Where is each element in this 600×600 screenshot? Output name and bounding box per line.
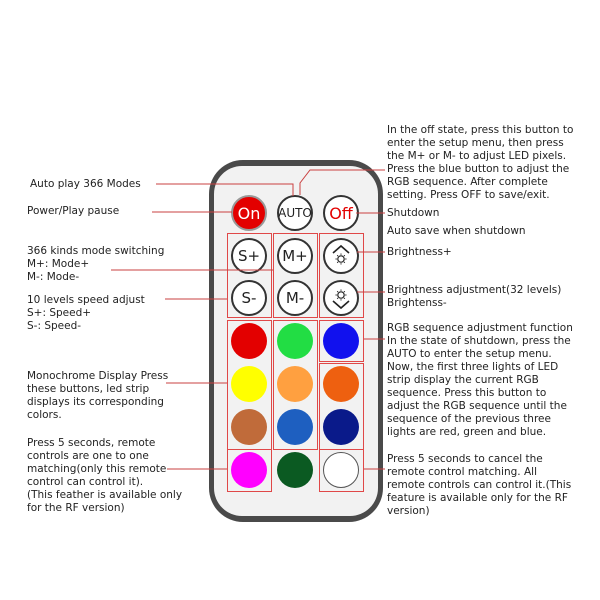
speed-adjust-line: S-: Speed- bbox=[27, 320, 82, 332]
mode-switching-line: M+: Mode+ bbox=[27, 258, 90, 270]
mode-minus-label: M- bbox=[285, 289, 305, 307]
matching-left-line: for the RF version) bbox=[27, 502, 125, 514]
blue-button-box bbox=[319, 320, 364, 362]
rgb-sequence-line: strip display the current RGB bbox=[387, 374, 539, 386]
monochrome-line: displays its corresponding bbox=[27, 396, 164, 408]
brightness-plus-label: Brightness+ bbox=[387, 246, 452, 258]
brightness-adjust-line: Brightenss- bbox=[387, 297, 447, 309]
off-state-line: RGB sequence. After complete bbox=[387, 176, 548, 188]
brightness-adjust-line: Brightness adjustment(32 levels) bbox=[387, 284, 562, 296]
speed-adjust-label bbox=[27, 294, 145, 333]
off-button[interactable] bbox=[323, 195, 359, 231]
speed-adjust-line: S+: Speed+ bbox=[27, 307, 92, 319]
matching-right-line: remote controls can control it.(This bbox=[387, 479, 572, 491]
speed-adjust-line: 10 levels speed adjust bbox=[27, 294, 145, 306]
rgb-sequence-line: Now, the first three lights of LED bbox=[387, 361, 559, 373]
on-button-label: On bbox=[237, 203, 261, 223]
monochrome-box-left bbox=[227, 320, 272, 450]
monochrome-line: these buttons, led strip bbox=[27, 383, 150, 395]
monochrome-line: Monochrome Display Press bbox=[27, 370, 169, 382]
monochrome-line: colors. bbox=[27, 409, 62, 421]
auto-button[interactable] bbox=[277, 195, 313, 231]
off-button-label: Off bbox=[329, 203, 353, 223]
speed-group-box bbox=[227, 233, 272, 318]
mode-switching-line: M-: Mode- bbox=[27, 271, 80, 283]
mode-plus-label: M+ bbox=[282, 247, 308, 265]
matching-left-line: matching(only this remote bbox=[27, 463, 167, 475]
monochrome-box-right bbox=[319, 363, 364, 450]
matching-left-line: control can control it). bbox=[27, 476, 144, 488]
matching-left-line: controls are one to one bbox=[27, 450, 149, 462]
monochrome-box-middle bbox=[273, 320, 318, 450]
white-button-box bbox=[319, 449, 364, 492]
matching-left-line: Press 5 seconds, remote bbox=[27, 437, 156, 449]
off-state-line: In the off state, press this button to bbox=[387, 124, 574, 136]
matching-left-label bbox=[27, 437, 182, 515]
mode-switching-label bbox=[27, 245, 164, 284]
rgb-sequence-line: In the state of shutdown, press the bbox=[387, 335, 571, 347]
mode-switching-line: 366 kinds mode switching bbox=[27, 245, 165, 257]
matching-right-line: version) bbox=[387, 505, 430, 517]
on-button[interactable] bbox=[231, 195, 267, 231]
matching-right-line: Press 5 seconds to cancel the bbox=[387, 453, 543, 465]
speed-minus-label: S- bbox=[241, 289, 257, 307]
off-state-line: enter the setup menu, then press bbox=[387, 137, 564, 149]
matching-right-line: feature is available only for the RF bbox=[387, 492, 568, 504]
off-state-label bbox=[387, 124, 573, 202]
rgb-sequence-label bbox=[387, 322, 573, 439]
off-state-line: Press the blue button to adjust the bbox=[387, 163, 570, 175]
rgb-sequence-line: RGB sequence adjustment function bbox=[387, 322, 573, 334]
brightness-group-box bbox=[319, 233, 364, 318]
matching-right-line: remote control matching. All bbox=[387, 466, 537, 478]
rgb-sequence-line: sequence. Press this button to bbox=[387, 387, 547, 399]
auto-play-label: Auto play 366 Modes bbox=[30, 178, 141, 190]
color-button-11[interactable] bbox=[277, 452, 313, 488]
matching-right-label bbox=[387, 453, 571, 518]
off-state-line: setting. Press OFF to save/exit. bbox=[387, 189, 550, 201]
matching-left-line: (This feather is available only bbox=[27, 489, 183, 501]
off-state-line: the M+ or M- to adjust LED pixels. bbox=[387, 150, 567, 162]
mode-group-box bbox=[273, 233, 318, 318]
rgb-sequence-line: adjust the RGB sequence until the bbox=[387, 400, 567, 412]
speed-plus-label: S+ bbox=[237, 247, 261, 265]
brightness-adjust-label bbox=[387, 284, 561, 310]
rgb-sequence-line: AUTO to enter the setup menu. bbox=[387, 348, 552, 360]
monochrome-label bbox=[27, 370, 168, 422]
magenta-button-box bbox=[227, 449, 272, 492]
auto-save-label: Auto save when shutdown bbox=[387, 225, 526, 237]
rgb-sequence-line: lights are red, green and blue. bbox=[387, 426, 547, 438]
power-label: Power/Play pause bbox=[27, 205, 120, 217]
shutdown-label: Shutdown bbox=[387, 207, 440, 219]
auto-button-label: AUTO bbox=[278, 206, 312, 220]
rgb-sequence-line: sequence of the previous three bbox=[387, 413, 551, 425]
